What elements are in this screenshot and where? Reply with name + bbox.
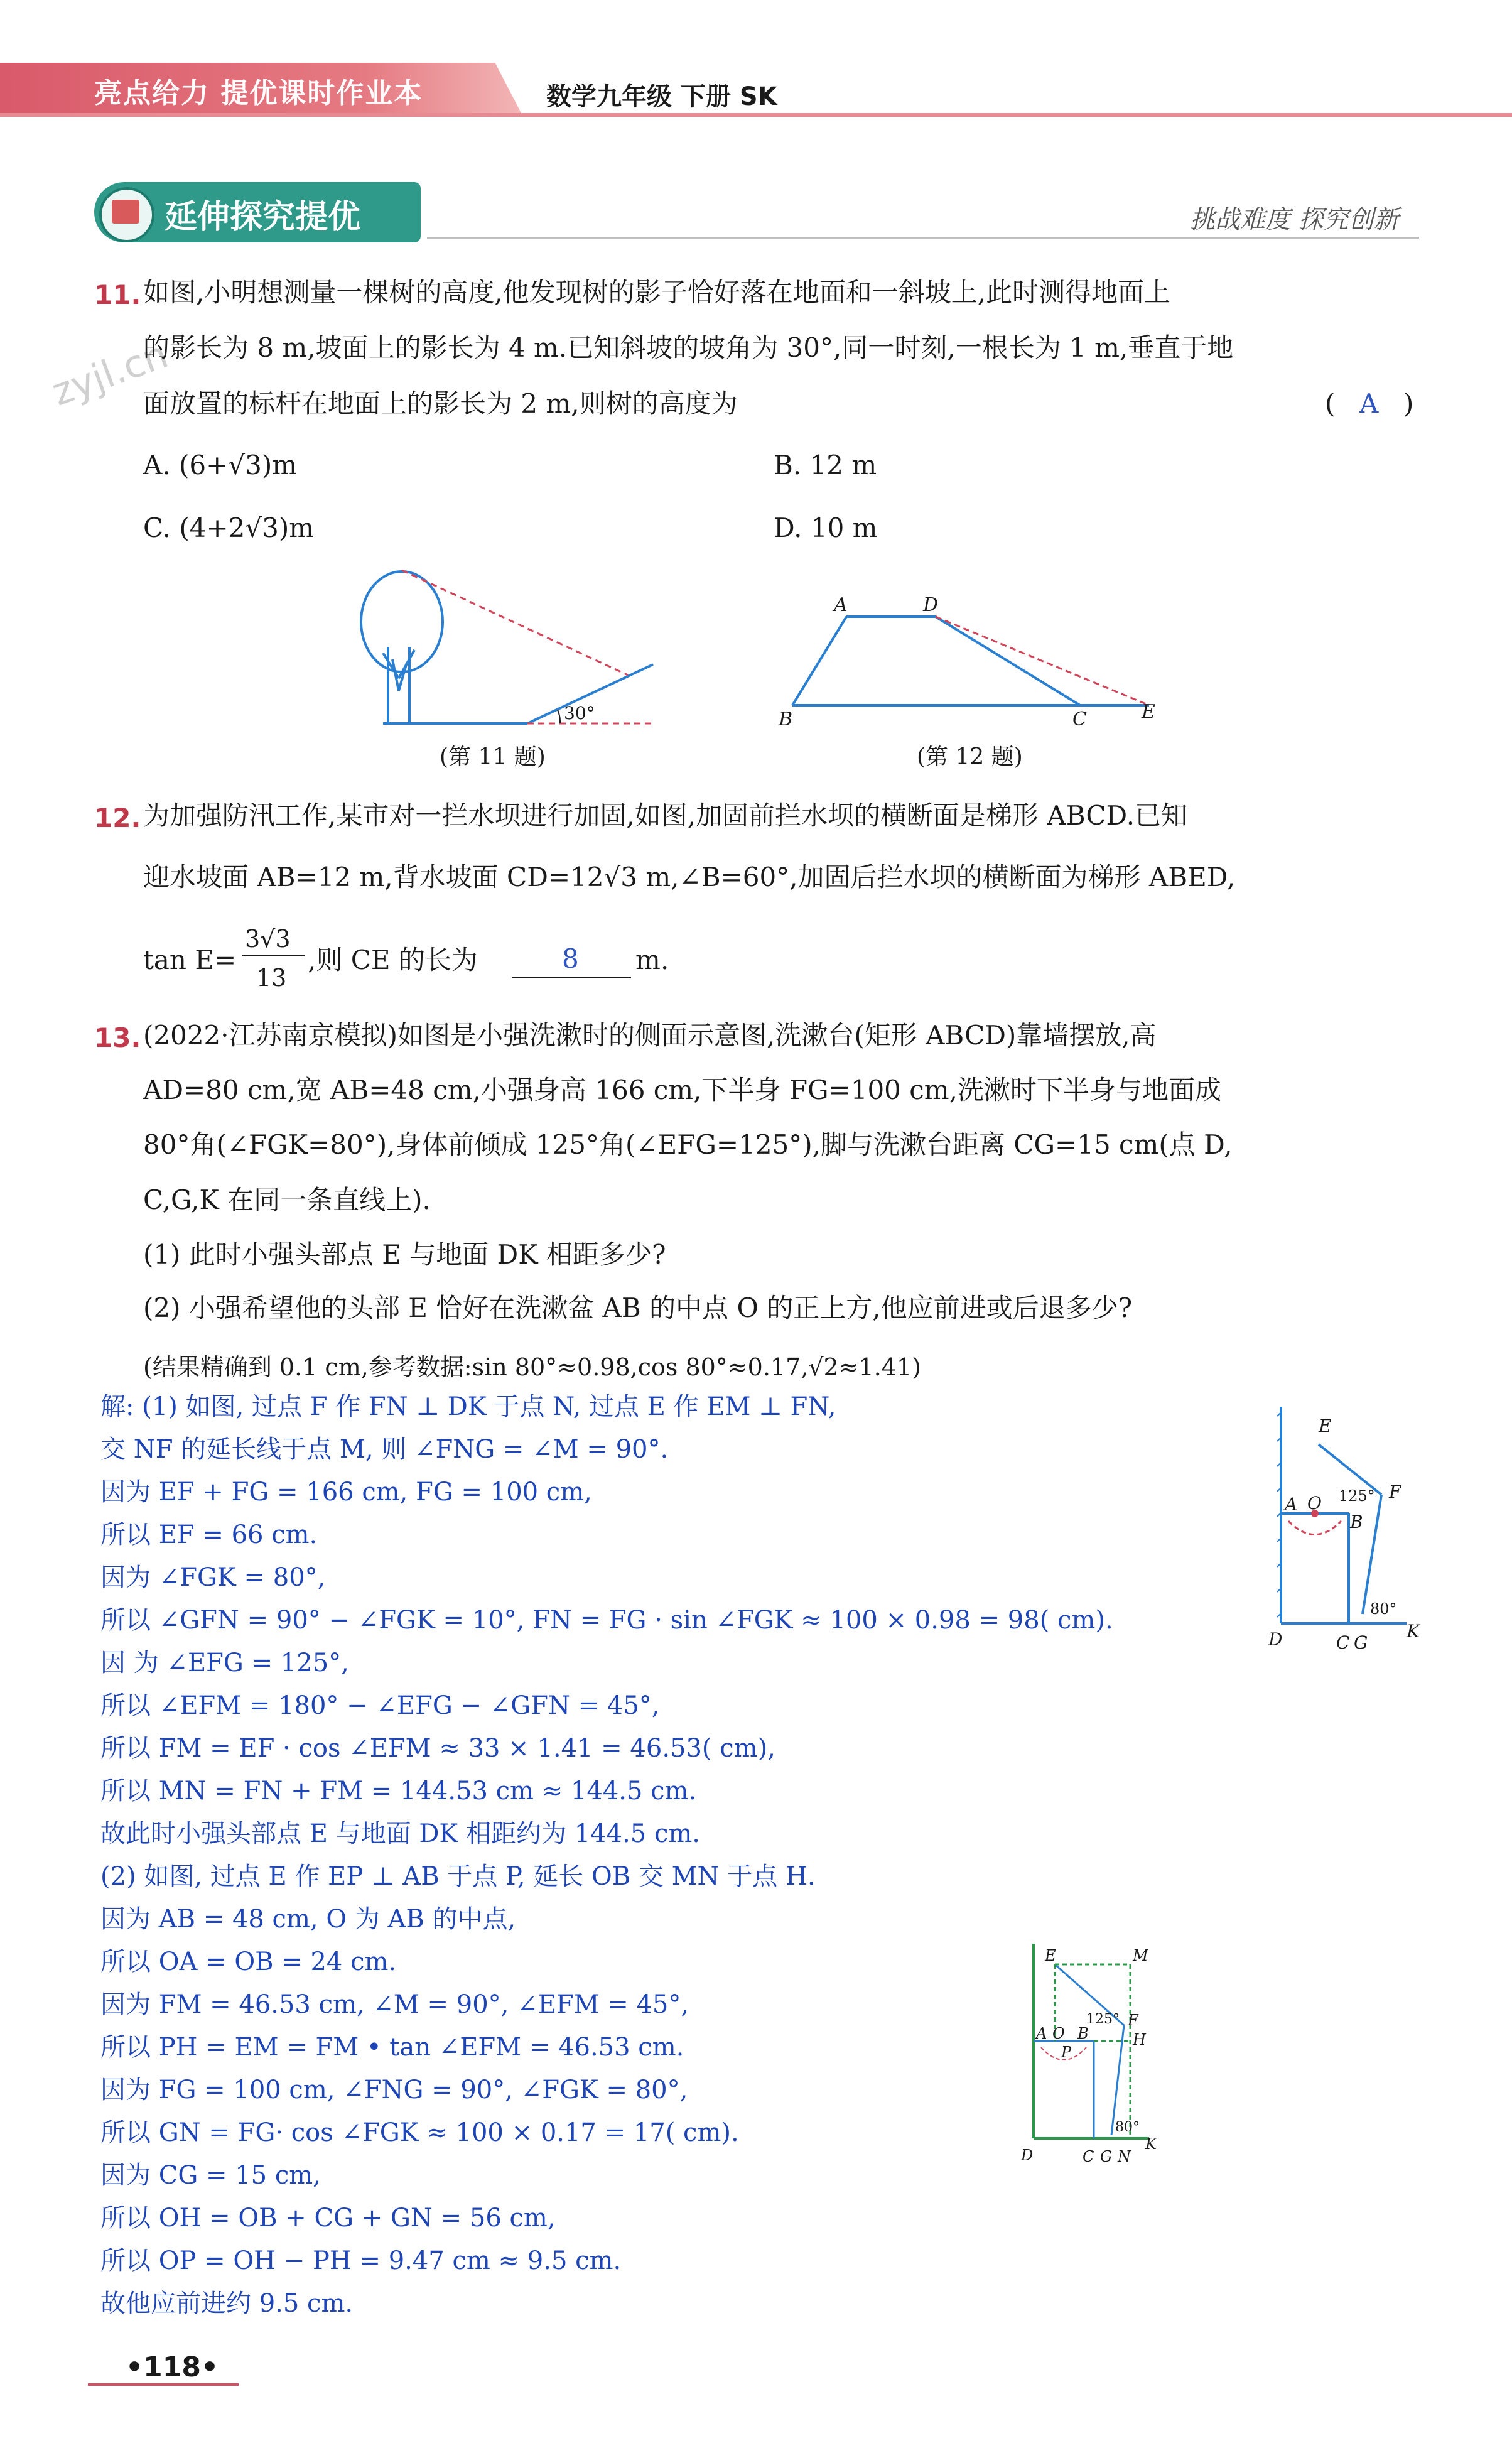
q12-line-1: 为加强防汛工作,某市对一拦水坝进行加固,如图,加固前拦水坝的横断面是梯形 ABCD.已知 (143, 800, 1188, 831)
q11-answer: A (1359, 388, 1379, 419)
header-divider (0, 113, 1512, 117)
q12-line-2: 迎水坡面 AB=12 m,背水坡面 CD=12√3 m,∠B=60°,加固后拦水坝的横断面为梯形 ABED, (143, 862, 1236, 892)
q12-frac-bar (242, 955, 305, 956)
fig13a-label-a: A (1285, 1494, 1298, 1515)
header-book-title: 数学九年级 下册 SK (546, 82, 777, 111)
fig13a-label-d: D (1268, 1629, 1283, 1650)
solution-line-18: 所以 GN = FG· cos ∠FGK ≈ 100 × 0.17 = 17( cm). (100, 2118, 739, 2147)
q11-option-d: D. 10 m (774, 512, 878, 543)
solution-line-6: 所以 ∠GFN = 90° − ∠FGK = 10°, FN = FG · sin ∠FGK ≈ 100 × 0.98 = 98( cm). (100, 1606, 1113, 1635)
q13-line-2: AD=80 cm,宽 AB=48 cm,小强身高 166 cm,下半身 FG=100 cm,洗漱时下半身与地面成 (143, 1075, 1221, 1105)
fig13a-label-f: F (1389, 1481, 1401, 1502)
fig13b-angle-125: 125° (1086, 2012, 1120, 2027)
fig13b-label-m: M (1133, 1947, 1148, 1964)
fig11-angle-label: 30° (564, 703, 595, 723)
q11-line-1: 如图,小明想测量一棵树的高度,他发现树的影子恰好落在地面和一斜坡上,此时测得地面上 (143, 277, 1171, 308)
fig13b-label-p: P (1061, 2044, 1072, 2061)
q12-tan-prefix: tan E= (143, 945, 237, 975)
figure-12 (766, 590, 1180, 735)
q13-line-1: (2022·江苏南京模拟)如图是小强洗漱时的侧面示意图,洗漱台(矩形 ABCD)靠墙摆放,高 (143, 1020, 1157, 1051)
fig13a-angle-125: 125° (1339, 1487, 1375, 1505)
solution-line-2: 交 NF 的延长线于点 M, 则 ∠FNG = ∠M = 90°. (100, 1435, 669, 1464)
fig12-label-b: B (779, 708, 793, 730)
fig13a-label-c: C (1336, 1632, 1350, 1653)
q13-note: (结果精确到 0.1 cm,参考数据:sin 80°≈0.98,cos 80°≈0.17,√2≈1.41) (143, 1353, 921, 1381)
solution-line-20: 所以 OH = OB + CG + GN = 56 cm, (100, 2204, 556, 2233)
solution-line-21: 所以 OP = OH − PH = 9.47 cm ≈ 9.5 cm. (100, 2246, 622, 2275)
solution-line-16: 所以 PH = EM = FM • tan ∠EFM = 46.53 cm. (100, 2033, 684, 2062)
solution-line-5: 因为 ∠FGK = 80°, (100, 1563, 326, 1592)
fig13b-label-g: G (1100, 2148, 1113, 2165)
section-title: 延伸探究提优 (165, 198, 361, 236)
fig13b-label-b: B (1077, 2025, 1089, 2042)
q12-answer: 8 (562, 943, 579, 974)
fig12-label-c: C (1072, 708, 1087, 730)
q13-line-4: C,G,K 在同一条直线上). (143, 1184, 431, 1215)
q13-sub-2: (2) 小强希望他的头部 E 恰好在洗漱盆 AB 的中点 O 的正上方,他应前进或后退多少? (143, 1292, 1133, 1323)
fig13b-label-k: K (1145, 2135, 1157, 2153)
solution-line-9: 所以 FM = EF · cos ∠EFM ≈ 33 × 1.41 = 46.53( cm), (100, 1734, 775, 1763)
q11-number: 11. (94, 279, 141, 310)
book-icon (112, 200, 139, 224)
fig13b-label-d: D (1021, 2147, 1034, 2164)
q11-line-3: 面放置的标杆在地面上的影长为 2 m,则树的高度为 (143, 388, 738, 419)
fig13b-label-n: N (1118, 2148, 1131, 2165)
q12-frac-den: 13 (256, 964, 287, 992)
fig11-caption: (第 11 题) (440, 744, 546, 770)
solution-line-15: 因为 FM = 46.53 cm, ∠M = 90°, ∠EFM = 45°, (100, 1990, 689, 2019)
fig13b-label-a: A (1036, 2025, 1047, 2042)
q12-number: 12. (94, 803, 141, 833)
solution-line-8: 所以 ∠EFM = 180° − ∠EFG − ∠GFN = 45°, (100, 1691, 660, 1720)
page-number-rule (88, 2383, 239, 2386)
q12-unit: m. (635, 945, 669, 975)
fig13b-label-f: F (1128, 2012, 1138, 2029)
fig13a-label-g: G (1354, 1632, 1368, 1653)
q11-answer-close: ) (1403, 388, 1414, 419)
fig13a-angle-80: 80° (1370, 1600, 1397, 1618)
fig12-caption: (第 12 题) (917, 744, 1023, 770)
q13-number: 13. (94, 1022, 141, 1053)
solution-line-13: 因为 AB = 48 cm, O 为 AB 的中点, (100, 1905, 516, 1934)
fig13b-label-e: E (1045, 1947, 1056, 1964)
q13-sub-1: (1) 此时小强头部点 E 与地面 DK 相距多少? (143, 1239, 666, 1270)
fig13a-label-e: E (1319, 1416, 1332, 1436)
section-rule (427, 237, 1419, 239)
q12-tail: ,则 CE 的长为 (308, 945, 478, 975)
q11-option-c: C. (4+2√3)m (143, 512, 315, 543)
solution-line-3: 因为 EF + FG = 166 cm, FG = 100 cm, (100, 1478, 592, 1507)
fig13a-label-k: K (1407, 1621, 1420, 1642)
solution-line-7: 因 为 ∠EFG = 125°, (100, 1649, 349, 1677)
fig12-label-a: A (834, 594, 848, 616)
q13-line-3: 80°角(∠FGK=80°),身体前倾成 125°角(∠EFG=125°),脚与洗漱台距离 CG=15 cm(点 D, (143, 1129, 1233, 1160)
q11-option-a: A. (6+√3)m (143, 450, 298, 480)
solution-line-1: 解: (1) 如图, 过点 F 作 FN ⊥ DK 于点 N, 过点 E 作 EM ⊥ FN, (100, 1392, 836, 1421)
solution-line-11: 故此时小强头部点 E 与地面 DK 相距约为 144.5 cm. (100, 1819, 700, 1848)
solution-line-14: 所以 OA = OB = 24 cm. (100, 1947, 397, 1976)
fig12-label-e: E (1142, 701, 1155, 723)
q11-line-2: 的影长为 8 m,坡面上的影长为 4 m.已知斜坡的坡角为 30°,同一时刻,一根长为 1 m,垂直于地 (143, 332, 1234, 363)
q11-answer-open: ( (1325, 388, 1336, 419)
solution-line-19: 因为 CG = 15 cm, (100, 2161, 321, 2190)
watermark: zyjl.cn (46, 332, 174, 415)
fig12-label-d: D (923, 594, 939, 616)
fig13b-label-o: O (1052, 2025, 1065, 2042)
fig13b-label-c: C (1083, 2148, 1094, 2165)
fig13b-angle-80: 80° (1115, 2120, 1140, 2135)
q11-option-b: B. 12 m (774, 450, 877, 480)
fig13b-label-h: H (1133, 2031, 1146, 2049)
figure-11 (327, 553, 666, 741)
fig13a-label-o: O (1307, 1493, 1322, 1513)
q12-frac-num: 3√3 (245, 925, 291, 953)
figure-13b (1017, 1941, 1168, 2173)
solution-line-10: 所以 MN = FN + FM = 144.53 cm ≈ 144.5 cm. (100, 1777, 697, 1806)
solution-line-4: 所以 EF = 66 cm. (100, 1520, 318, 1549)
header-brand: 亮点给力 提优课时作业本 (94, 77, 423, 109)
fig13a-label-b: B (1350, 1512, 1363, 1532)
figure-13a (1256, 1404, 1444, 1667)
q12-answer-blank (512, 977, 631, 978)
solution-line-12: (2) 如图, 过点 E 作 EP ⊥ AB 于点 P, 延长 OB 交 MN 于点 H. (100, 1862, 816, 1891)
page-number: •118• (126, 2351, 219, 2383)
solution-line-22: 故他应前进约 9.5 cm. (100, 2289, 354, 2318)
section-subtitle: 挑战难度 探究创新 (1190, 205, 1399, 234)
solution-line-17: 因为 FG = 100 cm, ∠FNG = 90°, ∠FGK = 80°, (100, 2076, 688, 2104)
